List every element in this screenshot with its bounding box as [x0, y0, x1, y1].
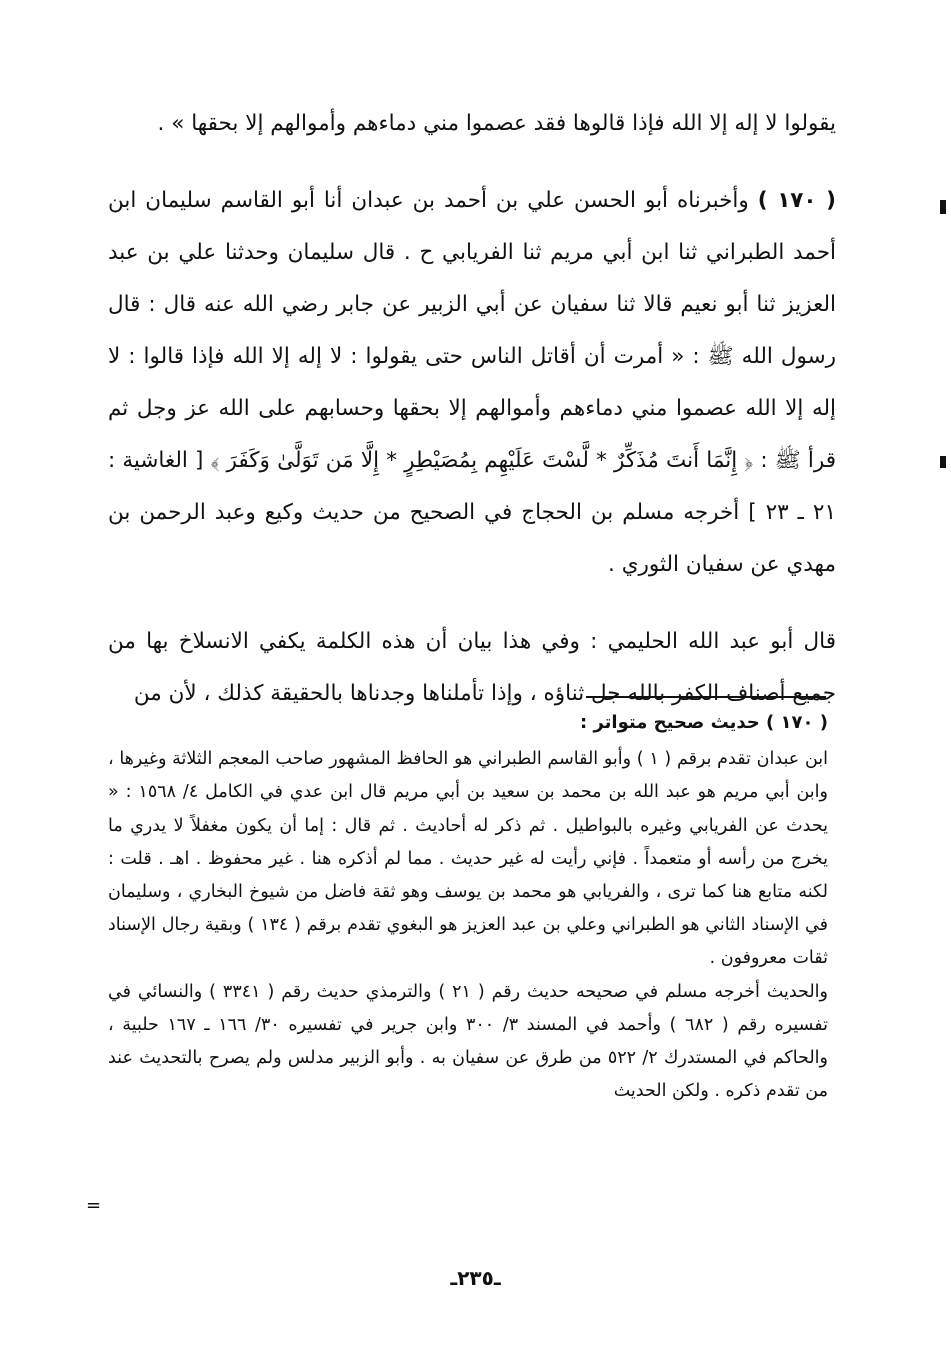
hadith-body: وأخبرناه أبو الحسن علي بن أحمد بن عبدان أنا أبو القاسم سليمان ابن أحمد الطبراني ثنا ابن أبي مريم ثنا الفريابي ح . قال سليمان وحدثنا علي بن عبد العزيز ثنا أبو نعيم قالا ثنا سفيان عن أبي الزبير عن جابر رضي الله عنه قال : قال رسول الله ﷺ : « أمرت أن أقاتل الناس حتى يقولوا : لا إله إلا الله فإذا قالوا : لا إله إلا الله عصموا مني دماءهم وأموالهم إلا بحقها وحسابهم على الله عز وجل ثم قرأ ﷺ : ﴿ إِنَّمَا أَنتَ مُذَكِّرٌ * لَّسْتَ عَلَيْهِم بِمُصَيْطِرٍ * إِلَّا مَن تَوَلَّىٰ وَكَفَرَ ﴾ [ الغاشية : ٢١ ـ ٢٣ ] أخرجه مسلم بن الحجاج في الصحيح من حديث وكيع وعبد الرحمن بن مهدي عن سفيان الثوري .	[108, 188, 837, 577]
margin-mark	[940, 200, 946, 214]
footnote-divider	[586, 696, 826, 698]
footnote-paragraph: ابن عبدان تقدم برقم ( ١ ) وأبو القاسم الطبراني هو الحافظ المشهور صاحب المعجم الثلاثة وغيرها ، وابن أبي مريم هو عبد الله بن محمد بن سعيد بن أبي مريم قال ابن عدي في الكامل ٤/ ١٥٦٨ : « يحدث عن الفريابي وغيره بالبواطيل . ثم ذكر له أحاديث . ثم قال : إما أن يكون مغفلاً لا يدري ما يخرج من رأسه أو متعمداً . فإني رأيت له غير حديث . مما لم أذكره هنا . غير محفوظ . اهـ . قلت : لكنه متابع هنا كما ترى ، والفريابي هو محمد بن يوسف وهو ثقة فاضل من شيوخ البخاري ، وسليمان في الإسناد الثاني هو الطبراني وعلي بن عبد العزيز هو البغوي تقدم برقم ( ١٣٤ ) وبقية رجال الإسناد ثقات معروفون .	[108, 749, 829, 969]
paragraph-gap	[108, 150, 836, 175]
continuation-mark: =	[86, 1195, 102, 1216]
paragraph-gap	[108, 591, 836, 616]
opening-line: يقولوا لا إله إلا الله فإذا قالوها فقد عصموا مني دماءهم وأموالهم إلا بحقها » .	[157, 111, 836, 136]
hadith-number: ( ١٧٠ )	[757, 188, 836, 213]
page-number: ـ٢٣٥ـ	[450, 1266, 501, 1290]
footnote-heading: ( ١٧٠ ) حديث صحيح متواتر :	[580, 712, 828, 733]
margin-mark	[940, 456, 946, 468]
halimi-paragraph: قال أبو عبد الله الحليمي : وفي هذا بيان أن هذه الكلمة يكفي الانسلاخ بها من جميع أصناف الكفر بالله جل ثناؤه ، وإذا تأملناها وجدناها بالحقيقة كذلك ، لأن من	[108, 629, 836, 706]
main-text	[108, 98, 836, 720]
footnote-paragraph: والحديث أخرجه مسلم في صحيحه حديث رقم ( ٢١ ) والترمذي حديث رقم ( ٣٣٤١ ) والنسائي في تفسيره رقم ( ٦٨٢ ) وأحمد في المسند ٣/ ٣٠٠ وابن جرير في تفسيره ٣٠/ ١٦٦ ـ ١٦٧ حلبية ، والحاكم في المستدرك ٢/ ٥٢٢ من طرق عن سفيان به . وأبو الزبير مدلس ولم يصرح بالتحديث عند من تقدم ذكره . ولكن الحديث	[108, 981, 829, 1102]
footnotes	[108, 706, 828, 1108]
hadith-paragraph	[108, 175, 836, 591]
